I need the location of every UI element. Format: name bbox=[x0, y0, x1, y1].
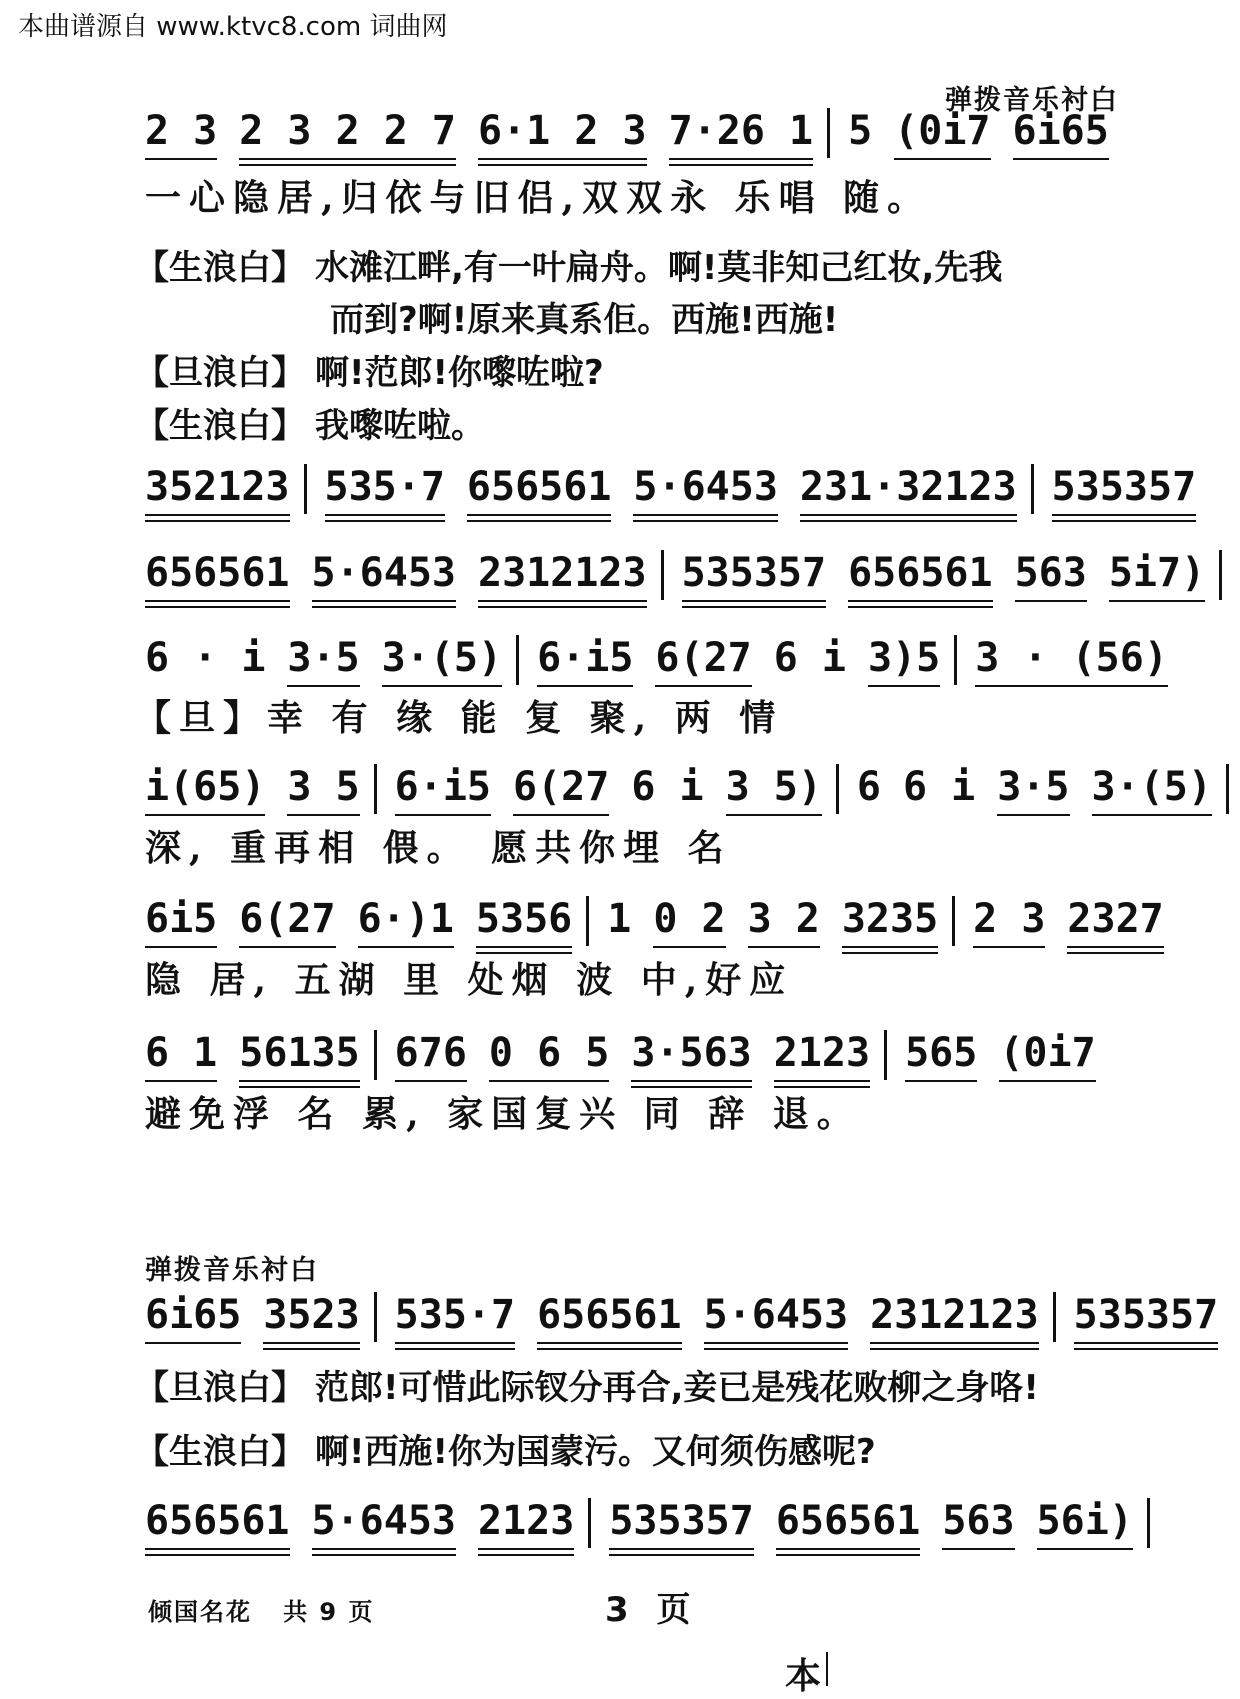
barline bbox=[1031, 464, 1034, 514]
note-group: i(65) bbox=[145, 764, 265, 810]
beam-line bbox=[633, 520, 778, 522]
speaker-tag: 【生浪白】 bbox=[135, 1432, 305, 1472]
note-group: 2 3 bbox=[973, 896, 1045, 942]
note-group: 656561 bbox=[145, 1498, 290, 1544]
beam-line bbox=[478, 600, 647, 602]
beam-line bbox=[726, 814, 822, 816]
beam-line bbox=[478, 1554, 574, 1556]
beam-line bbox=[395, 1348, 515, 1350]
note-group: 2123 bbox=[478, 1498, 574, 1544]
beam-line bbox=[467, 520, 612, 522]
beam-line bbox=[848, 600, 993, 602]
note-group: 3·(5) bbox=[382, 635, 502, 681]
note-group: 5·6453 bbox=[312, 550, 457, 596]
barline bbox=[304, 464, 307, 514]
beam-line bbox=[800, 514, 1017, 516]
barline bbox=[1147, 1498, 1150, 1548]
beam-line bbox=[669, 164, 814, 166]
beam-line bbox=[263, 1348, 359, 1350]
dialogue-text: 我嚟咗啦。 bbox=[315, 406, 485, 446]
dialogue-text: 啊!西施!你为国蒙污。又何须伤感呢? bbox=[315, 1432, 876, 1472]
note-group: 6(27 bbox=[513, 764, 609, 810]
note-group: 6 i bbox=[631, 764, 704, 810]
barline bbox=[952, 896, 955, 946]
note-group: 535357 bbox=[609, 1498, 754, 1544]
note-group: 5i7) bbox=[1109, 550, 1205, 596]
note-group: 5·6453 bbox=[633, 464, 778, 510]
note-group: 3 5) bbox=[726, 764, 822, 810]
note-group: 6i65 bbox=[145, 1292, 241, 1338]
beam-line bbox=[1074, 1342, 1219, 1344]
lyric-line-7: 避免浮 名 累, 家国复兴 同 辞 退。 bbox=[145, 1093, 861, 1135]
beam-line bbox=[609, 1554, 754, 1556]
dialogue-3 bbox=[135, 345, 604, 394]
beam-line bbox=[682, 606, 827, 608]
music-line-4 bbox=[145, 635, 1190, 685]
barline bbox=[516, 635, 519, 685]
speaker-tag: 【生浪白】 bbox=[135, 406, 305, 446]
note-group: (0i7 bbox=[894, 108, 990, 154]
beam-line bbox=[287, 685, 359, 687]
beam-line bbox=[774, 1080, 870, 1082]
note-group: 656561 bbox=[776, 1498, 921, 1544]
note-group: 1 bbox=[607, 896, 632, 942]
dialogue-text: 而到?啊!原来真系佢。西施!西施! bbox=[330, 300, 839, 340]
note-group: 656561 bbox=[467, 464, 612, 510]
section-label-top: 弹拨音乐衬白 bbox=[945, 85, 1119, 116]
beam-line bbox=[478, 606, 647, 608]
beam-line bbox=[145, 1554, 290, 1556]
beam-line bbox=[1015, 600, 1087, 602]
beam-line bbox=[848, 606, 993, 608]
note-group: 535357 bbox=[1074, 1292, 1219, 1338]
beam-line bbox=[1074, 1348, 1219, 1350]
note-group: 5356 bbox=[476, 896, 572, 942]
note-group: 231·32123 bbox=[800, 464, 1017, 510]
note-group: (0i7 bbox=[999, 1030, 1095, 1076]
note-group: 656561 bbox=[145, 550, 290, 596]
note-group: 535357 bbox=[682, 550, 827, 596]
beam-line bbox=[467, 514, 612, 516]
barline bbox=[374, 764, 377, 814]
beam-line bbox=[655, 685, 751, 687]
note-group: 3·563 bbox=[631, 1030, 751, 1076]
note-group: 6i5 bbox=[145, 896, 217, 942]
beam-line bbox=[358, 946, 454, 948]
beam-line bbox=[633, 514, 778, 516]
beam-line bbox=[537, 685, 633, 687]
beam-line bbox=[682, 600, 827, 602]
beam-line bbox=[842, 952, 938, 954]
beam-line bbox=[669, 158, 814, 160]
beam-line bbox=[631, 1080, 751, 1082]
music-line-6 bbox=[145, 896, 1186, 946]
barline bbox=[836, 764, 839, 814]
beam-line bbox=[894, 158, 990, 160]
beam-line bbox=[145, 946, 217, 948]
barline bbox=[374, 1030, 377, 1080]
music-line-9 bbox=[145, 1498, 1168, 1548]
beam-line bbox=[312, 606, 457, 608]
beam-line bbox=[704, 1348, 849, 1350]
dialogue-text: 水滩江畔,有一叶扁舟。啊!莫非知己红妆,先我 bbox=[315, 248, 1003, 288]
beam-line bbox=[325, 514, 445, 516]
music-line-2 bbox=[145, 464, 1218, 514]
beam-line bbox=[239, 946, 335, 948]
note-group: 3·5 bbox=[287, 635, 359, 681]
barline bbox=[884, 1030, 887, 1080]
note-group: 6(27 bbox=[655, 635, 751, 681]
beam-line bbox=[513, 814, 609, 816]
beam-line bbox=[609, 1548, 754, 1550]
note-group: 6 i bbox=[773, 635, 846, 681]
note-group: 352123 bbox=[145, 464, 290, 510]
note-group: 656561 bbox=[537, 1292, 682, 1338]
note-group: 3)5 bbox=[868, 635, 940, 681]
beam-line bbox=[145, 814, 265, 816]
lyric-line-1: 一心隐居,归依与旧侣,双双永 乐唱 随。 bbox=[145, 177, 932, 219]
note-group: 6 · i bbox=[145, 635, 266, 681]
dialogue-4 bbox=[135, 398, 485, 447]
barline bbox=[827, 108, 830, 158]
beam-line bbox=[973, 946, 1045, 948]
music-line-5 bbox=[145, 764, 1240, 814]
footer-title bbox=[148, 1592, 375, 1627]
beam-line bbox=[312, 600, 457, 602]
beam-line bbox=[478, 158, 647, 160]
note-group: 3 · (56) bbox=[975, 635, 1168, 681]
barline bbox=[374, 1292, 377, 1342]
section-label-mid: 弹拨音乐衬白 bbox=[145, 1255, 319, 1286]
note-group: 563 bbox=[942, 1498, 1014, 1544]
work-title: 倾国名花 bbox=[148, 1598, 252, 1626]
beam-line bbox=[239, 164, 456, 166]
beam-line bbox=[312, 1554, 457, 1556]
beam-line bbox=[145, 1342, 241, 1344]
note-group: 6·i5 bbox=[537, 635, 633, 681]
beam-line bbox=[287, 814, 359, 816]
barline bbox=[1226, 764, 1229, 814]
beam-line bbox=[145, 600, 290, 602]
beam-line bbox=[1052, 520, 1197, 522]
beam-line bbox=[312, 1548, 457, 1550]
beam-line bbox=[1067, 952, 1163, 954]
beam-line bbox=[800, 520, 1017, 522]
beam-line bbox=[1067, 946, 1163, 948]
dialogue-5 bbox=[135, 1360, 1039, 1409]
note-group: 2123 bbox=[774, 1030, 870, 1076]
note-group: 535·7 bbox=[325, 464, 445, 510]
note-group: 7·26 1 bbox=[669, 108, 814, 154]
beam-line bbox=[239, 1080, 359, 1082]
barline bbox=[1219, 550, 1222, 600]
note-group: 0 6 5 bbox=[489, 1030, 609, 1076]
dialogue-2 bbox=[135, 292, 838, 341]
lyric-line-4: 【旦】幸 有 缘 能 复 聚, 两 情 bbox=[135, 697, 784, 739]
total-pages: 共 9 页 bbox=[283, 1598, 375, 1626]
barline bbox=[588, 1498, 591, 1548]
note-group: 5·6453 bbox=[312, 1498, 457, 1544]
note-group: 535·7 bbox=[395, 1292, 515, 1338]
beam-line bbox=[476, 946, 572, 948]
barline bbox=[586, 896, 589, 946]
dialogue-text: 啊!范郎!你嚟咗啦? bbox=[315, 353, 604, 393]
barline bbox=[661, 550, 664, 600]
dialogue-text: 范郎!可惜此际钗分再合,妾已是残花败柳之身咯! bbox=[315, 1368, 1039, 1408]
lyric-line-5: 深, 重再相 偎。 愿共你埋 名 bbox=[145, 827, 732, 869]
beam-line bbox=[999, 1080, 1095, 1082]
bottom-fragment: 本 bbox=[785, 1656, 822, 1697]
beam-line bbox=[145, 520, 290, 522]
beam-line bbox=[395, 814, 491, 816]
beam-line bbox=[975, 685, 1168, 687]
beam-line bbox=[776, 1548, 921, 1550]
beam-line bbox=[997, 814, 1069, 816]
beam-line bbox=[478, 1548, 574, 1550]
note-group: 5·6453 bbox=[704, 1292, 849, 1338]
note-group: 2 3 2 2 7 bbox=[239, 108, 456, 154]
bottom-bar-line bbox=[826, 1652, 828, 1686]
beam-line bbox=[395, 1342, 515, 1344]
source-header: 本曲谱源自 www.ktvc8.com 词曲网 bbox=[18, 12, 448, 42]
note-group: 0 2 bbox=[653, 896, 725, 942]
speaker-tag: 【生浪白】 bbox=[135, 248, 305, 288]
note-group: 56135 bbox=[239, 1030, 359, 1076]
note-group: 5 bbox=[848, 108, 873, 154]
music-line-1 bbox=[145, 108, 1131, 158]
beam-line bbox=[145, 514, 290, 516]
beam-line bbox=[1052, 514, 1197, 516]
beam-line bbox=[1013, 158, 1109, 160]
speaker-tag: 【旦浪白】 bbox=[135, 353, 305, 393]
beam-line bbox=[704, 1342, 849, 1344]
beam-line bbox=[145, 1080, 217, 1082]
note-group: 56i) bbox=[1037, 1498, 1133, 1544]
beam-line bbox=[942, 1548, 1014, 1550]
note-group: 6·i5 bbox=[395, 764, 491, 810]
note-group: 6(27 bbox=[239, 896, 335, 942]
note-group: 6·1 2 3 bbox=[478, 108, 647, 154]
note-group: 2312123 bbox=[478, 550, 647, 596]
note-group: 563 bbox=[1015, 550, 1087, 596]
barline bbox=[1053, 1292, 1056, 1342]
note-group: 676 bbox=[395, 1030, 467, 1076]
note-group: 565 bbox=[905, 1030, 977, 1076]
beam-line bbox=[1092, 814, 1212, 816]
beam-line bbox=[382, 685, 502, 687]
beam-line bbox=[489, 1080, 609, 1082]
beam-line bbox=[748, 946, 820, 948]
beam-line bbox=[478, 164, 647, 166]
beam-line bbox=[868, 685, 940, 687]
beam-line bbox=[145, 158, 217, 160]
beam-line bbox=[537, 1342, 682, 1344]
note-group: 3 2 bbox=[748, 896, 820, 942]
beam-line bbox=[263, 1342, 359, 1344]
note-group: 6 1 bbox=[145, 1030, 217, 1076]
beam-line bbox=[653, 946, 725, 948]
note-group: 6·)1 bbox=[358, 896, 454, 942]
note-group: 6 i bbox=[903, 764, 976, 810]
note-group: 656561 bbox=[848, 550, 993, 596]
note-group: 3·5 bbox=[997, 764, 1069, 810]
beam-line bbox=[395, 1080, 467, 1082]
beam-line bbox=[145, 606, 290, 608]
beam-line bbox=[1037, 1548, 1133, 1550]
beam-line bbox=[537, 1348, 682, 1350]
page-number: 3 页 bbox=[605, 1590, 699, 1630]
beam-line bbox=[870, 1348, 1039, 1350]
barline bbox=[954, 635, 957, 685]
beam-line bbox=[145, 1548, 290, 1550]
note-group: 6 bbox=[856, 764, 881, 810]
beam-line bbox=[842, 946, 938, 948]
beam-line bbox=[870, 1342, 1039, 1344]
music-line-3 bbox=[145, 550, 1240, 600]
note-group: 3235 bbox=[842, 896, 938, 942]
note-group: 6i65 bbox=[1013, 108, 1109, 154]
beam-line bbox=[776, 1554, 921, 1556]
note-group: 3523 bbox=[263, 1292, 359, 1338]
note-group: 535357 bbox=[1052, 464, 1197, 510]
music-line-7 bbox=[145, 1030, 1118, 1080]
music-line-8 bbox=[145, 1292, 1240, 1342]
note-group: 2312123 bbox=[870, 1292, 1039, 1338]
note-group: 3 5 bbox=[287, 764, 359, 810]
note-group: 2327 bbox=[1067, 896, 1163, 942]
dialogue-6 bbox=[135, 1424, 876, 1473]
beam-line bbox=[905, 1080, 977, 1082]
note-group: 2 3 bbox=[145, 108, 217, 154]
note-group: 3·(5) bbox=[1092, 764, 1212, 810]
dialogue-1 bbox=[135, 240, 1002, 289]
speaker-tag: 【旦浪白】 bbox=[135, 1368, 305, 1408]
beam-line bbox=[325, 520, 445, 522]
beam-line bbox=[239, 158, 456, 160]
beam-line bbox=[1109, 600, 1205, 602]
lyric-line-6: 隐 居, 五湖 里 处烟 波 中,好应 bbox=[145, 959, 794, 1001]
